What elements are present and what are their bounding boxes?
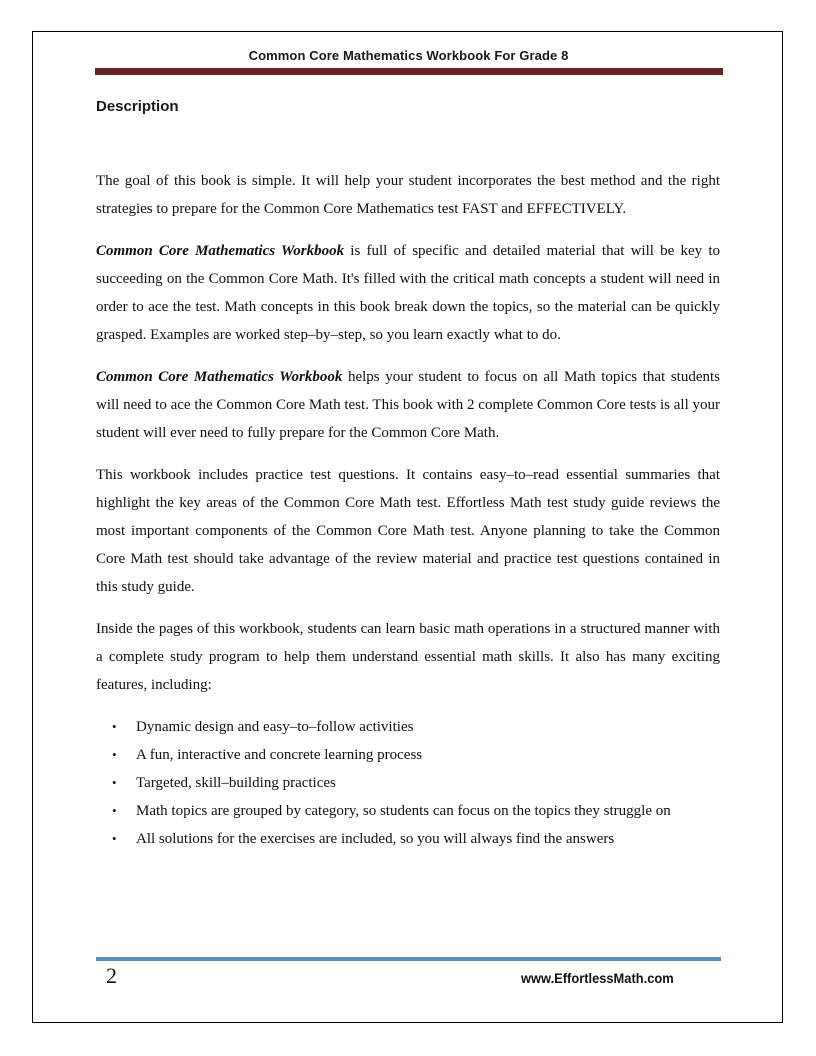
bullet-icon: • [112, 831, 117, 846]
paragraph-workbook-focus [96, 363, 720, 447]
footer-rule [96, 957, 721, 961]
feature-item [96, 741, 720, 769]
feature-list [96, 713, 720, 853]
paragraph-practice-tests: This workbook includes practice test questions. It contains easy–to–read essential summaries that highlight the key areas of the Common Core Math test. Effortless Math test study guide reviews the most important components of the Common Core Math test. Anyone planning to take the Common Core Math test should take advantage of the review material and practice test questions contained in this study guide. [96, 467, 720, 595]
book-title-emphasis: Common Core Mathematics Workbook [96, 243, 345, 259]
paragraph-text: is full of specific and detailed material that will be key to succeeding on the Common Core Math. It's filled with the critical math concepts a student will need in order to ace the test. Math concepts in this book break down the topics, so the material can be quickly grasped. Examples are worked step–by–step, so you learn exactly what to do. [96, 243, 720, 343]
bullet-icon: • [112, 803, 117, 818]
feature-item [96, 797, 720, 825]
feature-text: Math topics are grouped by category, so students can focus on the topics they struggle on [136, 803, 671, 819]
website-url: www.EffortlessMath.com [521, 970, 674, 986]
feature-item [96, 769, 720, 797]
paragraph-text: helps your student to focus on all Math topics that students will need to ace the Common Core Math test. This book with 2 complete Common Core tests is all your student will ever need to fully prepare for the Common Core Math. [96, 369, 720, 441]
bullet-icon: • [112, 775, 117, 790]
running-header: Common Core Mathematics Workbook For Grade 8 [248, 48, 569, 63]
book-title-emphasis: Common Core Mathematics Workbook [96, 369, 343, 385]
bullet-icon: • [112, 747, 117, 762]
bullet-icon: • [112, 719, 117, 734]
feature-item [96, 713, 720, 741]
section-title: Description [96, 98, 179, 115]
feature-text: A fun, interactive and concrete learning process [136, 747, 423, 763]
feature-text: Targeted, skill–building practices [136, 775, 336, 791]
feature-text: Dynamic design and easy–to–follow activities [136, 719, 414, 735]
paragraph-features-intro: Inside the pages of this workbook, students can learn basic math operations in a structured manner with a complete study program to help them understand essential math skills. It also has many exciting features, including: [96, 621, 720, 693]
paragraph-workbook-content [96, 237, 720, 349]
paragraph-goal: The goal of this book is simple. It will help your student incorporates the best method and the right strategies to prepare for the Common Core Mathematics test FAST and EFFECTIVELY. [96, 173, 720, 217]
header-rule [95, 68, 723, 75]
body-text [96, 167, 720, 853]
feature-item [96, 825, 720, 853]
feature-text: All solutions for the exercises are included, so you will always find the answers [136, 831, 615, 847]
page-number: 2 [106, 963, 117, 988]
